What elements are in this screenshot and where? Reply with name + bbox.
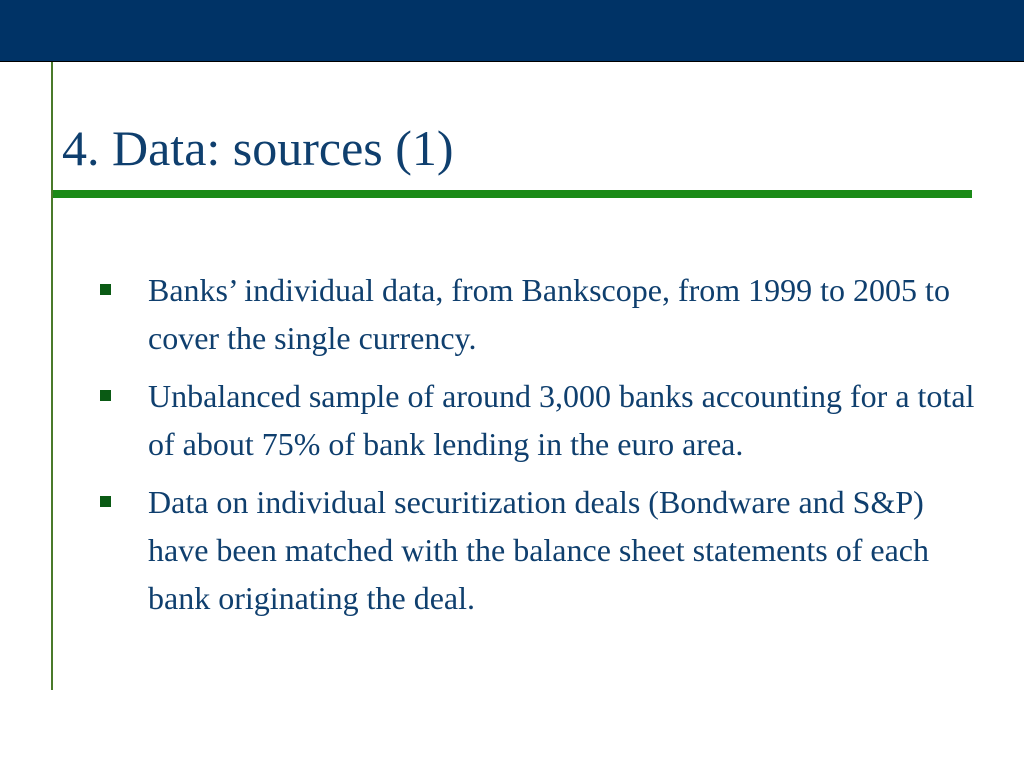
square-bullet-icon	[100, 390, 111, 401]
title-underline-rule	[53, 190, 972, 198]
bullet-list	[96, 266, 986, 632]
header-band	[0, 0, 1024, 62]
bullet-item	[96, 478, 986, 622]
bullet-text: Data on individual securitization deals (Bondware and S&P) have been matched with the balance sheet statements of each bank originating the deal.	[148, 484, 929, 616]
bullet-item	[96, 372, 986, 468]
square-bullet-icon	[100, 284, 111, 295]
square-bullet-icon	[100, 496, 111, 507]
slide-title: 4. Data: sources (1)	[62, 120, 454, 176]
bullet-text: Unbalanced sample of around 3,000 banks accounting for a total of about 75% of bank lending in the euro area.	[148, 378, 975, 462]
bullet-text: Banks’ individual data, from Bankscope, from 1999 to 2005 to cover the single currency.	[148, 272, 950, 356]
left-vertical-rule	[51, 62, 53, 690]
bullet-item	[96, 266, 986, 362]
